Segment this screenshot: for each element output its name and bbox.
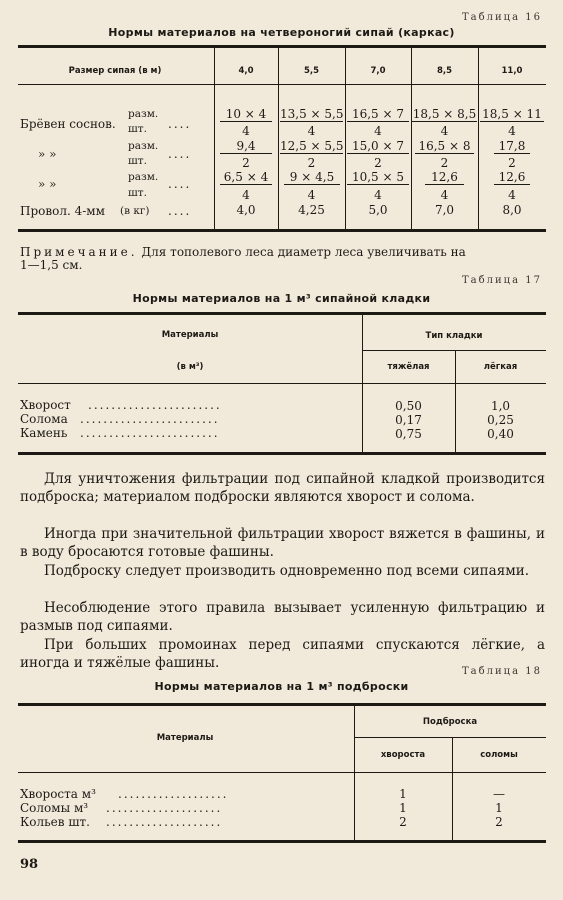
material-name: Хвороста м³ bbox=[20, 787, 96, 801]
table17-label: Таблица 17 bbox=[462, 275, 542, 286]
table18-bottom-rule bbox=[18, 840, 546, 843]
table18-subheader-rule bbox=[354, 737, 546, 738]
table18-label: Таблица 18 bbox=[462, 666, 542, 677]
table18-group-header: Подброска bbox=[422, 717, 478, 727]
cell: 8,0 bbox=[502, 203, 522, 217]
table17-header-rule bbox=[18, 383, 546, 384]
cell: 15,0 × 7 bbox=[347, 139, 409, 154]
leader-dots: ........................ bbox=[80, 426, 220, 440]
size-col-4: 8,5 bbox=[436, 66, 453, 76]
paragraph: Подброску следует производить одновременно под всеми сипаями. bbox=[44, 563, 530, 579]
cell: 2 bbox=[440, 156, 449, 170]
light-value: 0,25 bbox=[487, 413, 514, 427]
table16-label: Таблица 16 bbox=[462, 12, 542, 23]
cell: 2 bbox=[508, 156, 516, 170]
material-name: Хворост bbox=[20, 398, 71, 412]
cell: 2 bbox=[307, 156, 316, 170]
cell: 4 bbox=[307, 188, 316, 202]
unit-size-2: разм. bbox=[128, 140, 159, 152]
size-col-3: 7,0 bbox=[370, 66, 386, 76]
heavy-value: 0,17 bbox=[395, 413, 422, 427]
cell: 12,5 × 5,5 bbox=[280, 139, 344, 153]
row-label-ditto-1: » » bbox=[38, 147, 57, 161]
leader-dots: .................... bbox=[106, 815, 223, 829]
cell: 5,0 bbox=[368, 203, 388, 217]
brushwood-value: 1 bbox=[399, 801, 407, 815]
table16-header-rule bbox=[18, 84, 546, 85]
note-line2: 1—1,5 см. bbox=[20, 258, 83, 272]
cell: 2 bbox=[242, 156, 250, 170]
row-label-ditto-2: » » bbox=[38, 177, 57, 191]
unit-size-1: разм. bbox=[128, 108, 159, 120]
material-name: Солома bbox=[20, 412, 68, 426]
cell: 13,5 × 5,5 bbox=[280, 107, 344, 121]
cell: 9 × 4,5 bbox=[284, 170, 340, 185]
row-label-wire: Провол. 4-мм bbox=[20, 204, 105, 218]
cell: 9,4 bbox=[220, 139, 272, 154]
table17-materials-header: Материалы bbox=[161, 330, 219, 340]
cell: 4 bbox=[374, 188, 382, 202]
cell: 4 bbox=[374, 124, 382, 138]
table18-col-b-header: соломы bbox=[480, 750, 518, 760]
cell: 10 × 4 bbox=[220, 107, 272, 122]
brushwood-value: 2 bbox=[399, 815, 407, 829]
cell: 4,0 bbox=[236, 203, 256, 217]
cell: 6,5 × 4 bbox=[220, 170, 272, 185]
unit-size-3: разм. bbox=[128, 171, 159, 183]
straw-value: — bbox=[493, 787, 505, 801]
unit-pcs-1: шт. bbox=[128, 123, 147, 135]
table17-subheader-rule bbox=[362, 350, 546, 351]
table18-col-a-header: хвороста bbox=[380, 750, 426, 760]
cell: 7,0 bbox=[434, 203, 455, 217]
cell: 16,5 × 7 bbox=[347, 107, 409, 122]
light-value: 1,0 bbox=[490, 399, 511, 413]
cell: 17,8 bbox=[494, 139, 530, 154]
cell: 4 bbox=[307, 124, 316, 138]
size-col-1: 4,0 bbox=[238, 66, 254, 76]
table17-heavy-header: тяжёлая bbox=[387, 362, 430, 372]
cell: 18,5 × 11 bbox=[480, 107, 544, 122]
cell: 4 bbox=[440, 124, 449, 138]
size-col-5: 11,0 bbox=[501, 66, 523, 76]
table16-note bbox=[20, 246, 545, 272]
paragraph: Для уничтожения фильтрации под сипайной кладкой производится подброска; материалом подброски являются хворост и солома. bbox=[20, 471, 545, 505]
straw-value: 1 bbox=[495, 801, 503, 815]
material-name: Кольев шт. bbox=[20, 815, 90, 829]
heavy-value: 0,50 bbox=[395, 399, 422, 413]
cell: 16,5 × 8 bbox=[415, 139, 474, 154]
cell: 12,6 bbox=[494, 170, 530, 185]
page-number: 98 bbox=[20, 857, 39, 872]
paragraph: Несоблюдение этого правила вызывает усиленную фильтрацию и размыв под сипаями. bbox=[20, 600, 545, 634]
leader-dots: .... bbox=[168, 147, 192, 161]
cell: 4,25 bbox=[298, 203, 325, 217]
cell: 4 bbox=[508, 188, 516, 202]
note-lead: Примечание. bbox=[20, 245, 138, 259]
leader-dots: .... bbox=[168, 117, 192, 131]
table18-header-rule bbox=[18, 772, 546, 773]
paragraph: При больших промоинах перед сипаями спускаются лёгкие, а иногда и тяжёлые фашины. bbox=[20, 637, 545, 671]
straw-value: 2 bbox=[495, 815, 503, 829]
table18-materials-header: Материалы bbox=[156, 733, 214, 743]
light-value: 0,40 bbox=[487, 427, 514, 441]
cell: 4 bbox=[242, 188, 250, 202]
leader-dots: .................... bbox=[106, 801, 223, 815]
table17-light-header: лёгкая bbox=[483, 362, 518, 372]
table17-top-rule bbox=[18, 312, 546, 315]
size-header: Размер сипая (в м) bbox=[68, 66, 162, 76]
table17-unit-header: (в м³) bbox=[176, 362, 204, 372]
size-col-2: 5,5 bbox=[303, 66, 320, 76]
unit-pcs-2: шт. bbox=[128, 155, 147, 167]
table16-top-rule bbox=[18, 45, 546, 48]
leader-dots: .... bbox=[168, 204, 192, 218]
cell: 18,5 × 8,5 bbox=[412, 107, 477, 121]
material-name: Камень bbox=[20, 426, 68, 440]
brushwood-value: 1 bbox=[399, 787, 407, 801]
paragraph: Иногда при значительной фильтрации хворост вяжется в фашины, и в воду бросаются готовые фашины. bbox=[20, 526, 545, 560]
cell: 4 bbox=[242, 124, 250, 138]
leader-dots: ....................... bbox=[88, 398, 222, 412]
table17-group-header: Тип кладки bbox=[425, 331, 483, 341]
unit-pcs-3: шт. bbox=[128, 187, 147, 199]
cell: 2 bbox=[374, 156, 382, 170]
table18-title: Нормы материалов на 1 м³ подброски bbox=[154, 680, 409, 693]
table18-top-rule bbox=[18, 703, 546, 706]
table17-title: Нормы материалов на 1 м³ сипайной кладки bbox=[132, 292, 431, 305]
table17-bottom-rule bbox=[18, 452, 546, 455]
heavy-value: 0,75 bbox=[395, 427, 422, 441]
cell: 4 bbox=[508, 124, 516, 138]
unit-kg: (в кг) bbox=[120, 205, 150, 217]
cell: 12,6 bbox=[425, 170, 464, 185]
leader-dots: .... bbox=[168, 177, 192, 191]
leader-dots: ................... bbox=[118, 787, 229, 801]
table16-title: Нормы материалов на четвероногий сипай (каркас) bbox=[108, 26, 455, 39]
row-label-logs: Брёвен соснов. bbox=[20, 117, 116, 131]
cell: 4 bbox=[440, 188, 449, 202]
leader-dots: ........................ bbox=[80, 412, 220, 426]
cell: 10,5 × 5 bbox=[347, 170, 409, 185]
note-line1: Для тополевого леса диаметр леса увеличивать на bbox=[141, 245, 466, 259]
material-name: Соломы м³ bbox=[20, 801, 89, 815]
table16-bottom-rule bbox=[18, 229, 546, 232]
